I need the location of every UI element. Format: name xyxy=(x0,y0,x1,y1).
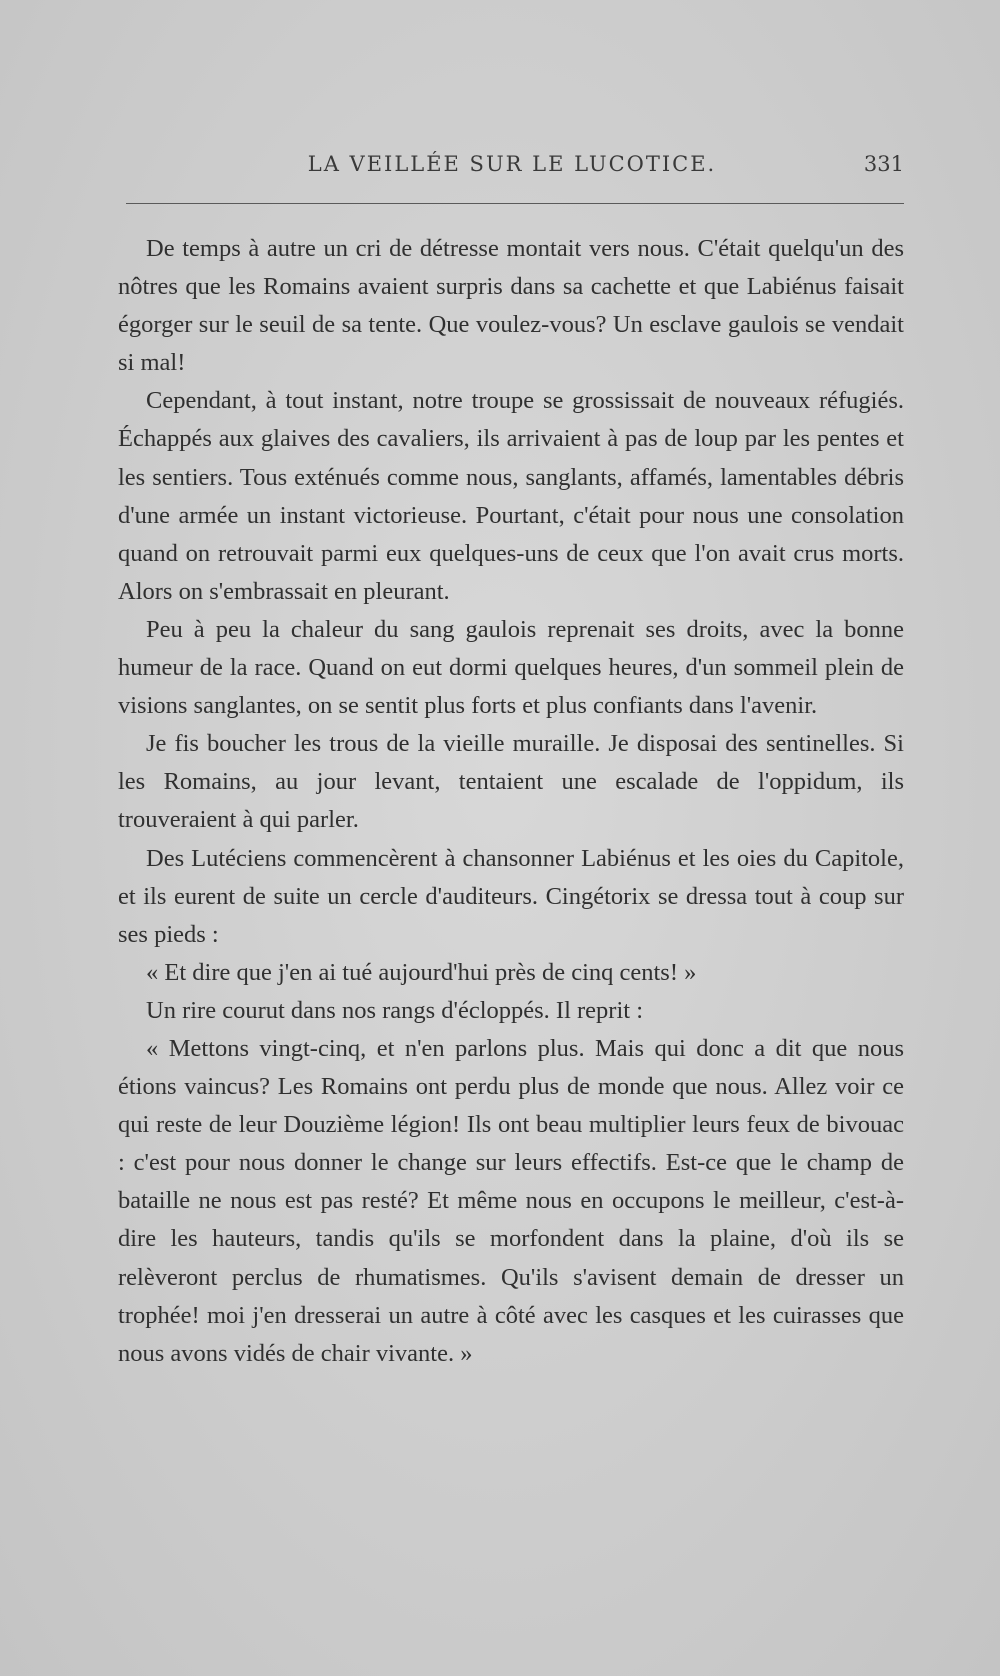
quote-paragraph: « Mettons vingt-cinq, et n'en parlons plus. Mais qui donc a dit que nous étions vaincus? Les Romains ont perdu plus de monde que nous. Allez voir ce qui reste de leur Douzième légion! Ils ont beau multiplier leurs feux de bivouac : c'est pour nous donner le change sur leurs effectifs. Est-ce que le champ de bataille ne nous est pas resté? Et même nous en occupons le meilleur, c'est-à-dire les hauteurs, tandis qu'ils se morfondent dans la plaine, d'où ils se relèveront perclus de rhumatismes. Qu'ils s'avisent demain de dresser un trophée! moi j'en dresserai un autre à côté avec les casques et les cuirasses que nous avons vidés de chair vivante. » xyxy=(118,1034,904,1367)
paragraph: Je fis boucher les trous de la vieille muraille. Je disposai des sentinelles. Si les Romains, au jour levant, tentaient une escalade de l'oppidum, ils trouveraient à qui parler. xyxy=(118,730,904,834)
paragraph: Peu à peu la chaleur du sang gaulois reprenait ses droits, avec la bonne humeur de la race. Quand on eut dormi quelques heures, d'un sommeil plein de visions sanglantes, on se sentit plus forts et plus confiants dans l'avenir. xyxy=(118,615,904,720)
page-header xyxy=(120,152,904,188)
paragraph: Cependant, à tout instant, notre troupe se grossissait de nouveaux réfugiés. Échappés aux glaives des cavaliers, ils arrivaient à pas de loup par les pentes et les sentiers. Tous exténués comme nous, sanglants, affamés, lamentables débris d'une armée un instant victorieuse. Pourtant, c'était pour nous une consolation quand on retrouvait parmi eux quelques-uns de ceux que l'on avait crus morts. Alors on s'embrassait en pleurant. xyxy=(118,387,904,605)
header-rule xyxy=(126,203,904,204)
paragraph: Des Lutéciens commencèrent à chansonner Labiénus et les oies du Capitole, et ils eurent de suite un cercle d'auditeurs. Cingétorix se dressa tout à coup sur ses pieds : xyxy=(118,844,904,948)
paragraph: De temps à autre un cri de détresse montait vers nous. C'était quelqu'un des nôtres que les Romains avaient surpris dans sa cachette et que Labiénus faisait égorger sur le seuil de sa tente. Que voulez-vous? Un esclave gaulois se vendait si mal! xyxy=(118,235,904,377)
quote-paragraph: « Et dire que j'en ai tué aujourd'hui près de cinq cents! » xyxy=(146,958,697,986)
body-text xyxy=(118,230,904,1373)
running-title: LA VEILLÉE SUR LE LUCOTICE. xyxy=(307,152,717,176)
page-number: 331 xyxy=(863,152,904,176)
paragraph: Un rire courut dans nos rangs d'écloppés. Il reprit : xyxy=(146,996,643,1024)
